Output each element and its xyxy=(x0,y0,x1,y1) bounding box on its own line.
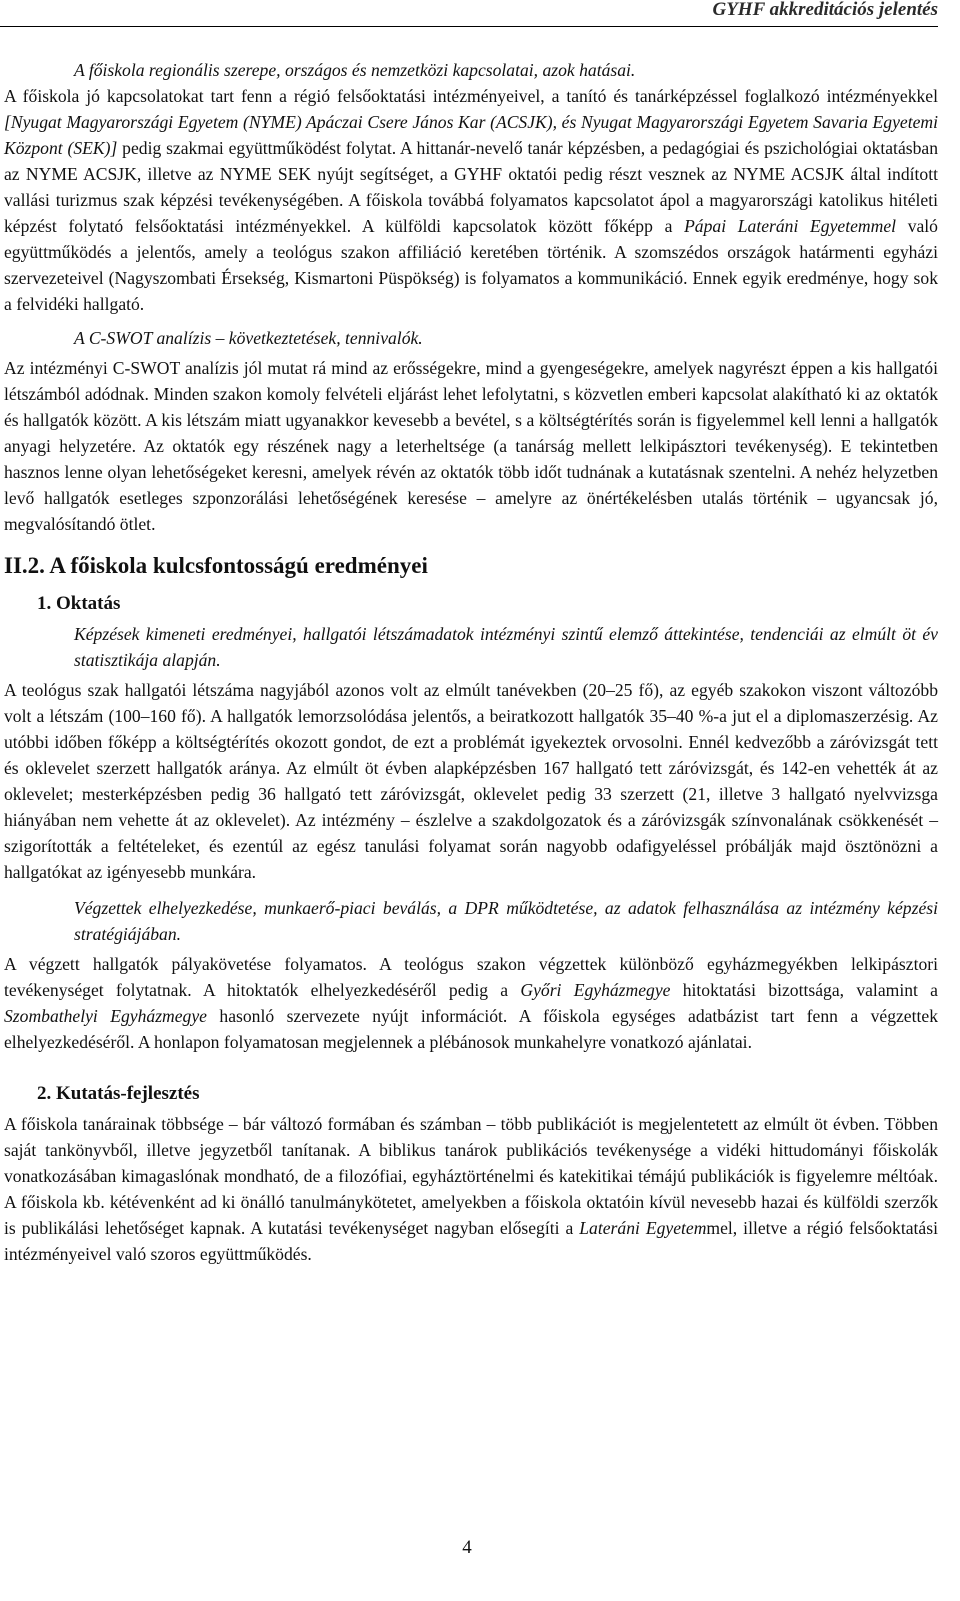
oktatas2-text-e: hasonló szervezete nyújt információt. A főiskola egységes adatbázist tart fenn a végzettek elhelyezkedéséről. A honlapon folyamatosan megjelennek a plébánosok munkahelyre vonatkozó ajánlatai. xyxy=(4,1006,938,1052)
oktatas-subheading-2: Végzettek elhelyezkedése, munkaerő-piaci beválás, a DPR működtetése, az adatok felhasználása az intézmény képzési stratégiájában. xyxy=(74,898,938,944)
oktatas-paragraph-1: A teológus szak hallgatói létszáma nagyjából azonos volt az elmúlt tanévekben (20–25 fő), az egyéb szakokon viszont változóbb volt a létszám (100–160 fő). A hallgatók lemorzsolódása jelentős, a beiratkozott hallgatók 35–40 %-a jut el a diplomaszerzésig. Az utóbbi időben főképp a költségtérítés okozott gondot, de ezt a problémát igyekeztek orvosolni. Ennél kedvezőbb a záróvizsgát tett és oklevelet szerzett hallgatók aránya. Az elmúlt öt évben alapképzésben 167 hallgató tett záróvizsgát, és 142-en vehették át az oklevelet; mesterképzésben pedig 36 hallgató tett záróvizsgát, oklevelet pedig 33 szerzett (21, illetve 3 hallgató nyelvvizsga hiányában nem vehette át az oklevelet). Az intézmény – észlelve a szakdolgozatok és a záróvizsgák színvonalának csökkenését – szigorították a feltételeket, és ezentúl az egész tanulási folyamat során nagyobb odafigyeléssel próbálják majd ösztönözni a hallgatókat az igényesebb munkára. xyxy=(4,680,938,882)
kutatas-text-c: mel, illetve a régió felsőoktatási intézményeivel való szoros együttműködés. xyxy=(4,1218,938,1264)
oktatas2-text-gyor: Győri Egyházmegye xyxy=(520,980,671,1000)
cswot-paragraph: Az intézményi C-SWOT analízis jól mutat rá mind az erősségekre, mind a gyengeségekre, amelyek nagyrészt éppen a kis hallgatói létszámból adódnak. Minden szakon komoly felvételi eljárást lehet lefolytatni, s közvetlen emberi kapcsolat alakítható ki az oktatók és hallgatók között. A kis létszám miatt ugyanakkor kevesebb a bevétel, s a költségtérítés során is figyelemmel kell lenni a hallgatók anyagi helyzetére. Az oktatók egy részének nagy a leterheltsége (a tanárság mellett lelkipásztori tevékenység). E tekintetben hasznos lenne olyan lehetőségeket keresni, amelyek révén az oktatók több időt tudnának a kutatásnak szentelni. A nehéz helyzetben levő hallgatók esetleges szponzorálási lehetőségének keresése – amelyre az önértékelésben utalás történik – ugyancsak jó, megvalósítandó ötlet. xyxy=(4,358,938,534)
regional-text-lateran: Pápai Lateráni Egyetemmel xyxy=(684,216,897,236)
kutatas-paragraph xyxy=(4,1111,938,1267)
regional-paragraph xyxy=(4,83,938,317)
regional-text-a: A főiskola jó kapcsolatokat tart fenn a régió felsőoktatási intézményeivel, a tanító és tanárképzéssel foglalkozó intézményekkel xyxy=(4,86,938,106)
header-title: GYHF akkreditációs jelentés xyxy=(712,0,938,20)
oktatas2-text-a: A végzett hallgatók pályakövetése folyamatos. A teológus szakon végzettek különböző egyházmegyékben lelkipásztori tevékenységet folytatnak. A hitoktatók elhelyezkedéséről pedig a xyxy=(4,954,938,1000)
oktatas-subheading-1: Képzések kimeneti eredményei, hallgatói létszámadatok intézményi szintű elemző áttekintése, tendenciái az elmúlt öt év statisztikája alapján. xyxy=(74,624,938,670)
regional-heading: A főiskola regionális szerepe, országos és nemzetközi kapcsolatai, azok hatásai. xyxy=(74,60,636,80)
kutatas-text-a: A főiskola tanárainak többsége – bár változó formában és számban – több publikációt is megjelentetett az elmúlt öt évben. Többen saját tankönyvből, illetve jegyzetből tanítanak. A biblikus tanárok publikációs tevékenysége a vidéki hittudományi főiskolák vonatkozásában kimagaslónak mondható, de a filozófiai, egyháztörténelmi és katekitikai témájú publikációk is figyelemre méltóak. A főiskola kb. kétévenként ad ki önálló tanulmánykötetet, amelyekben a főiskola oktatóin kívül nevesebb hazai és külföldi szerzők is publikálási lehetőséget kapnak. A kutatási tevékenységet nagyban elősegíti a xyxy=(4,1114,938,1238)
oktatas-paragraph-2 xyxy=(4,951,938,1055)
oktatas2-text-c: hitoktatási bizottsága, valamint a xyxy=(670,980,938,1000)
regional-text-c: pedig szakmai együttműködést folytat. A hittanár-nevelő tanár képzésben, a pedagógiai és pszichológiai oktatásban az NYME ACSJK, illetve az NYME SEK nyújt segítséget, a GYHF oktatói pedig részt vesznek az NYME ACSJK által indított vallási turizmus szak képzési tevékenységében. A főiskola továbbá folyamatos kapcsolatot ápol a magyarországi katolikus hitéleti képzést folytató felsőoktatási intézményekkel. A külföldi kapcsolatok között főképp a xyxy=(4,138,939,236)
document-body xyxy=(4,57,938,1267)
regional-text-institutions: [Nyugat Magyarországi Egyetem (NYME) Apáczai Csere János Kar (ACSJK), és Nyugat Magyarországi Egyetem Savaria Egyetemi Központ (SEK)] xyxy=(4,112,938,158)
page-number: 4 xyxy=(462,1537,472,1558)
subsection-title-kutatas: 2. Kutatás-fejlesztés xyxy=(37,1083,200,1104)
cswot-heading: A C-SWOT analízis – következtetések, tennivalók. xyxy=(74,328,423,348)
oktatas2-text-szombathely: Szombathelyi Egyházmegye xyxy=(4,1006,207,1026)
section-title: II.2. A főiskola kulcsfontosságú eredményei xyxy=(4,553,428,578)
subsection-title-oktatas: 1. Oktatás xyxy=(37,593,121,614)
document-header xyxy=(0,0,938,27)
spacer xyxy=(4,1055,938,1075)
regional-text-e: való együttműködés a jelentős, amely a teológus szakon affiliáció keretében történik. A szomszédos országok határmenti egyházi szervezeteivel (Nagyszombati Érsekség, Kismartoni Püspökség) is folyamatos a kommunikáció. Ennek egyik eredménye, hogy sok a felvidéki hallgató. xyxy=(4,216,938,314)
kutatas-text-lateran: Lateráni Egyetem xyxy=(579,1218,707,1238)
